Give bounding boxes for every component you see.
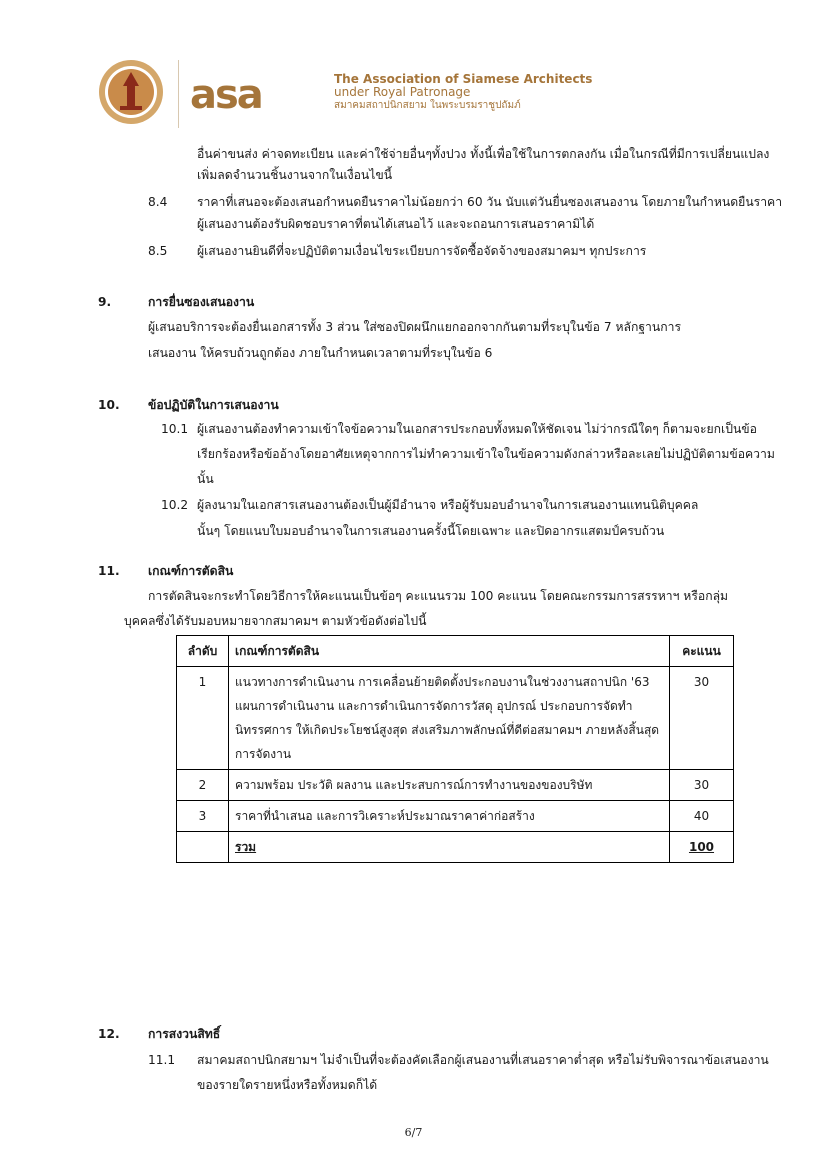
paragraph-line: ผู้เสนอบริการจะต้องยื่นเอกสารทั้ง 3 ส่วน ใส่ซองปิดผนึกแยกออกจากกันตามที่ระบุในข้อ 7 หลักฐานการ bbox=[148, 320, 682, 334]
section-heading: การสงวนสิทธิ์ bbox=[148, 1027, 221, 1041]
paragraph-line: นั้นๆ โดยแนบใบมอบอำนาจในการเสนองานครั้งนี้โดยเฉพาะ และปิดอากรแสตมป์ครบถ้วน bbox=[197, 524, 665, 538]
row-score: 40 bbox=[670, 801, 734, 832]
paragraph-line: เพิ่มลดจำนวนชิ้นงานจากในเงื่อนไขนี้ bbox=[197, 168, 393, 182]
total-score: 100 bbox=[670, 832, 734, 863]
asa-logo bbox=[190, 78, 298, 112]
svg-text:asa: asa bbox=[190, 78, 262, 112]
column-header-order: ลำดับ bbox=[177, 636, 229, 667]
paragraph-line: สมาคมสถาปนิกสยามฯ ไม่จำเป็นที่จะต้องคัดเลือกผู้เสนองานที่เสนอราคาต่ำสุด หรือไม่รับพิจารณาข้อเสนองาน bbox=[197, 1053, 769, 1067]
paragraph-line: ผู้เสนองานต้องรับผิดชอบราคาที่ตนได้เสนอไว้ และจะถอนการเสนอราคามิได้ bbox=[197, 217, 595, 231]
row-score: 30 bbox=[670, 667, 734, 770]
total-label: รวม bbox=[229, 832, 670, 863]
section-number: 12. bbox=[98, 1027, 120, 1041]
row-order: 1 bbox=[177, 667, 229, 770]
section-number: 10. bbox=[98, 398, 120, 412]
header-divider bbox=[178, 60, 179, 128]
item-number: 8.5 bbox=[148, 244, 168, 258]
section-number: 11. bbox=[98, 564, 120, 578]
section-heading: ข้อปฏิบัติในการเสนองาน bbox=[148, 398, 279, 412]
row-criteria: ความพร้อม ประวัติ ผลงาน และประสบการณ์การทำงานของของบริษัท bbox=[229, 770, 670, 801]
criteria-line: นิทรรศการ ให้เกิดประโยชน์สูงสุด ส่งเสริมภาพลักษณ์ที่ดีต่อสมาคมฯ ภายหลังสิ้นสุด bbox=[235, 723, 660, 737]
table-total-row bbox=[177, 832, 734, 863]
paragraph-line: อื่นค่าขนส่ง ค่าจดทะเบียน และค่าใช้จ่ายอื่นๆทั้งปวง ทั้งนี้เพื่อใช้ในการตกลงกัน เมื่อในกรณีที่มีการเปลี่ยนแปลง bbox=[197, 147, 770, 161]
row-criteria: ราคาที่นำเสนอ และการวิเคราะห์ประมาณราคาค่าก่อสร้าง bbox=[229, 801, 670, 832]
column-header-criteria: เกณฑ์การตัดสิน bbox=[229, 636, 670, 667]
paragraph-line: ผู้ลงนามในเอกสารเสนองานต้องเป็นผู้มีอำนาจ หรือผู้รับมอบอำนาจในการเสนองานแทนนิติบุคคล bbox=[197, 498, 699, 512]
page-number: 6/7 bbox=[404, 1126, 423, 1139]
paragraph-line: นั้น bbox=[197, 472, 214, 486]
row-order: 2 bbox=[177, 770, 229, 801]
org-patronage-en: under Royal Patronage bbox=[334, 85, 471, 99]
total-order-empty bbox=[177, 832, 229, 863]
paragraph-line: ราคาที่เสนอจะต้องเสนอกำหนดยืนราคาไม่น้อยกว่า 60 วัน นับแต่วันยื่นซองเสนองาน โดยภายในกำหนดยืนราคา bbox=[197, 195, 783, 209]
section-heading: เกณฑ์การตัดสิน bbox=[148, 564, 234, 578]
table-header-row bbox=[177, 636, 734, 667]
organization-name bbox=[334, 72, 592, 112]
criteria-line: แผนการดำเนินงาน และการดำเนินการจัดการวัสดุ อุปกรณ์ ประกอบการจัดทำ bbox=[235, 699, 633, 713]
row-score: 30 bbox=[670, 770, 734, 801]
paragraph-line: ของรายใดรายหนึ่งหรือทั้งหมดก็ได้ bbox=[197, 1078, 378, 1092]
section-number: 9. bbox=[98, 295, 112, 309]
org-name-th: สมาคมสถาปนิกสยาม ในพระบรมราชูปถัมภ์ bbox=[334, 100, 521, 111]
criteria-table bbox=[176, 635, 734, 863]
row-order: 3 bbox=[177, 801, 229, 832]
paragraph-line: ผู้เสนองานยินดีที่จะปฏิบัติตามเงื่อนไขระเบียบการจัดซื้อจัดจ้างของสมาคมฯ ทุกประการ bbox=[197, 244, 647, 258]
item-number: 10.1 bbox=[161, 422, 189, 436]
table-row bbox=[177, 801, 734, 832]
paragraph-line: เรียกร้องหรือข้ออ้างโดยอาศัยเหตุจากการไม่ทำความเข้าใจในข้อความดังกล่าวหรือละเลยไม่ปฏิบัติตามข้อความ bbox=[197, 447, 775, 461]
asa-seal-icon bbox=[98, 56, 164, 128]
item-number: 8.4 bbox=[148, 195, 168, 209]
section-heading: การยื่นซองเสนองาน bbox=[148, 295, 255, 309]
paragraph-line: เสนองาน ให้ครบถ้วนถูกต้อง ภายในกำหนดเวลาตามที่ระบุในข้อ 6 bbox=[148, 346, 493, 360]
column-header-score: คะแนน bbox=[670, 636, 734, 667]
org-name-en: The Association of Siamese Architects bbox=[334, 72, 593, 86]
criteria-line: การจัดงาน bbox=[235, 747, 292, 761]
item-number: 10.2 bbox=[161, 498, 189, 512]
letterhead bbox=[98, 56, 698, 136]
item-number: 11.1 bbox=[148, 1053, 176, 1067]
paragraph-line: บุคคลซึ่งได้รับมอบหมายจากสมาคมฯ ตามหัวข้อดังต่อไปนี้ bbox=[124, 614, 427, 628]
paragraph-line: ผู้เสนองานต้องทำความเข้าใจข้อความในเอกสารประกอบทั้งหมดให้ชัดเจน ไม่ว่ากรณีใดๆ ก็ตามจะยกเป็นข้อ bbox=[197, 422, 757, 436]
row-criteria bbox=[229, 667, 670, 770]
paragraph-line: การตัดสินจะกระทำโดยวิธีการให้คะแนนเป็นข้อๆ คะแนนรวม 100 คะแนน โดยคณะกรรมการสรรหาฯ หรือกลุ่ม bbox=[148, 589, 729, 603]
table-row bbox=[177, 770, 734, 801]
criteria-line: แนวทางการดำเนินงาน การเคลื่อนย้ายติดตั้งประกอบงานในช่วงงานสถาปนิก '63 bbox=[235, 675, 650, 689]
table-row bbox=[177, 667, 734, 770]
